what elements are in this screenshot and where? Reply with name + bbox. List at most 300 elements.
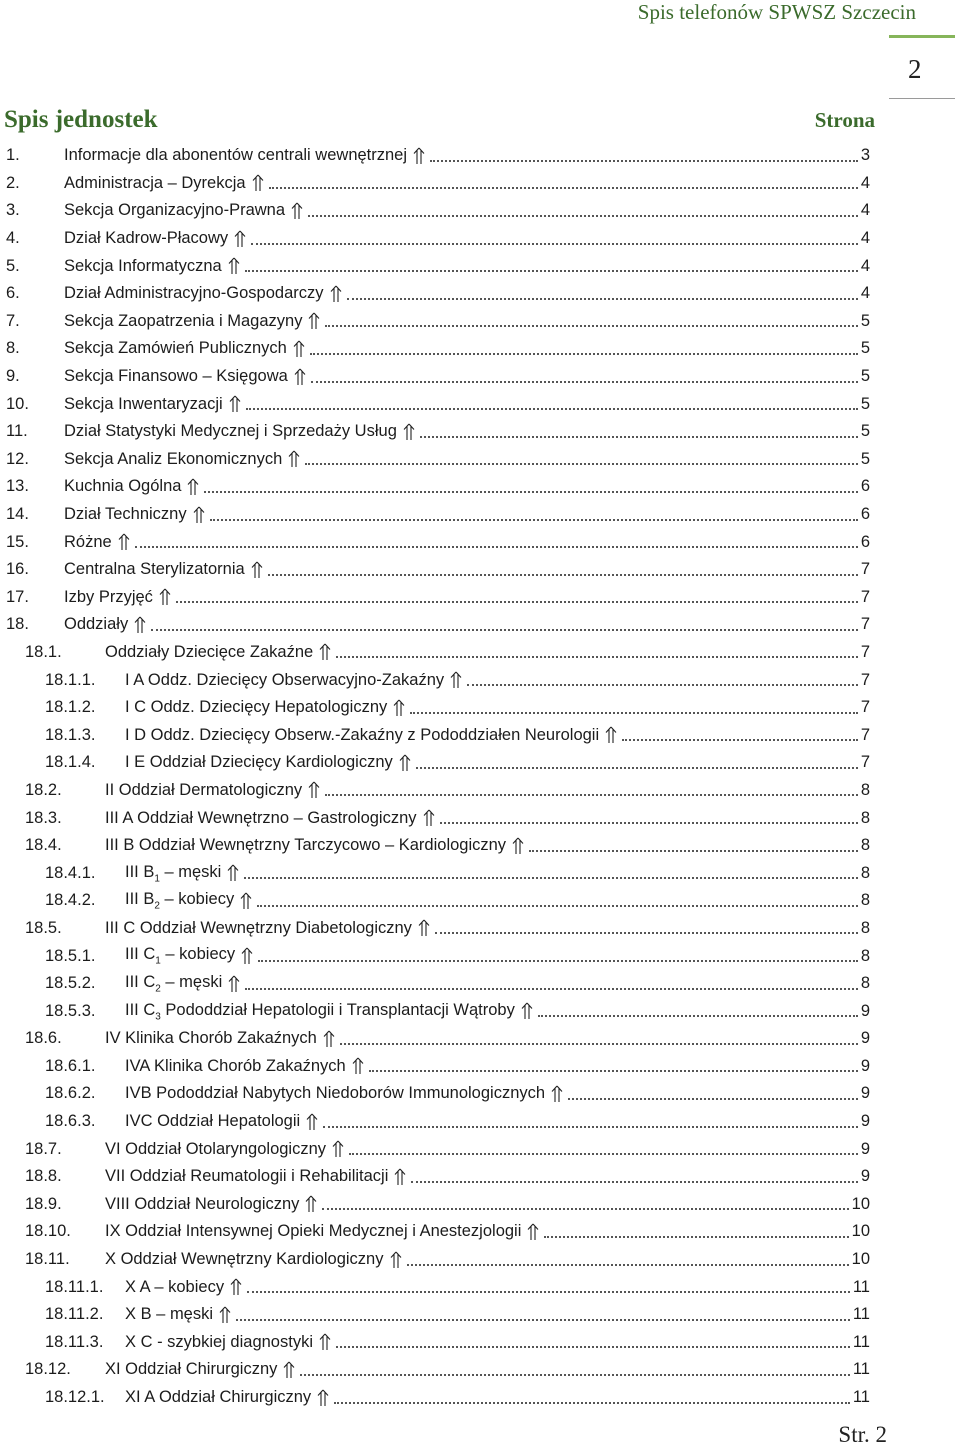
toc-dot-leader	[325, 794, 858, 796]
toc-entry-number: 18.9.	[25, 1194, 62, 1213]
header-divider	[889, 35, 955, 38]
up-arrow-icon[interactable]	[394, 1168, 406, 1186]
toc-entry-label-prefix: III C	[125, 1000, 156, 1019]
up-arrow-icon[interactable]	[305, 1195, 317, 1213]
toc-entry[interactable]	[0, 1163, 870, 1191]
toc-entry-number: 18.4.2.	[45, 891, 96, 910]
toc-dot-leader	[210, 519, 858, 521]
up-arrow-icon[interactable]	[332, 1140, 344, 1158]
toc-entry[interactable]	[0, 970, 870, 998]
toc-entry-page: 9	[860, 1029, 870, 1048]
up-arrow-icon[interactable]	[291, 202, 303, 220]
toc-entry-label: X A – kobiecy	[125, 1277, 225, 1296]
toc-dot-leader	[416, 767, 858, 769]
up-arrow-icon[interactable]	[423, 809, 435, 827]
toc-entry-label: I C Oddz. Dziecięcy Hepatologiczny	[125, 698, 388, 717]
toc-entry[interactable]	[0, 1053, 870, 1081]
toc-entry-label: IX Oddział Intensywnej Opieki Medycznej i Anestezjologii	[105, 1222, 522, 1241]
toc-entry-label: Centralna Sterylizatornia	[64, 560, 245, 579]
toc-entry[interactable]	[0, 1108, 870, 1136]
toc-entry-label: VIII Oddział Neurologiczny	[105, 1194, 300, 1213]
toc-entry[interactable]	[0, 666, 870, 694]
toc-entry-number: 18.6.	[25, 1029, 62, 1048]
toc-dot-leader	[257, 905, 858, 907]
up-arrow-icon[interactable]	[551, 1085, 563, 1103]
toc-entry-number: 18.11.3.	[45, 1332, 104, 1351]
toc-entry-number: 18.4.	[25, 836, 62, 855]
toc-entry[interactable]	[0, 390, 870, 418]
toc-entry-page: 5	[860, 394, 870, 413]
toc-dot-leader	[300, 1374, 849, 1376]
toc-entry-number: 4.	[6, 229, 20, 248]
toc-entry[interactable]	[0, 308, 870, 336]
toc-entry-page: 7	[860, 753, 870, 772]
up-arrow-icon[interactable]	[323, 1030, 335, 1048]
toc-entry[interactable]	[0, 694, 870, 722]
up-arrow-icon[interactable]	[390, 1251, 402, 1269]
toc-entry-number: 18.	[6, 615, 29, 634]
toc-entry[interactable]	[0, 611, 870, 639]
up-arrow-icon[interactable]	[241, 947, 253, 965]
up-arrow-icon[interactable]	[288, 450, 300, 468]
up-arrow-icon[interactable]	[294, 368, 306, 386]
toc-entry[interactable]	[0, 197, 870, 225]
toc-entry-number: 12.	[6, 449, 29, 468]
toc-entry-label	[125, 1001, 515, 1022]
up-arrow-icon[interactable]	[393, 699, 405, 717]
toc-entry-number: 1.	[6, 146, 20, 165]
toc-dot-leader	[544, 1236, 848, 1238]
toc-entry-label-prefix: III B	[125, 862, 155, 881]
toc-entry[interactable]	[0, 749, 870, 777]
toc-entry[interactable]	[0, 1329, 870, 1357]
toc-dot-leader	[410, 712, 858, 714]
up-arrow-icon[interactable]	[293, 340, 305, 358]
toc-dot-leader	[310, 353, 858, 355]
toc-entry-page: 5	[860, 339, 870, 358]
up-arrow-icon[interactable]	[227, 864, 239, 882]
toc-entry-label: II Oddział Dermatologiczny	[105, 780, 303, 799]
toc-entry-label: XI Oddział Chirurgiczny	[105, 1360, 278, 1379]
toc-entry-number: 18.1.	[25, 642, 62, 661]
toc-dot-leader	[568, 1098, 858, 1100]
toc-entry-page: 10	[851, 1222, 870, 1241]
toc-entry[interactable]	[0, 225, 870, 253]
toc-dot-leader	[246, 408, 858, 410]
toc-entry-number: 2.	[6, 173, 20, 192]
toc-entry-number: 18.11.1.	[45, 1277, 104, 1296]
toc-entry[interactable]	[0, 1301, 870, 1329]
toc-dot-leader	[467, 684, 858, 686]
toc-entry-label-prefix: III B	[125, 890, 155, 909]
toc-dot-leader	[244, 877, 857, 879]
toc-entry[interactable]	[0, 446, 870, 474]
toc-dot-leader	[340, 1043, 858, 1045]
toc-entry[interactable]	[0, 1191, 870, 1219]
toc-entry-label: Dział Administracyjno-Gospodarczy	[64, 284, 324, 303]
toc-entry-number: 18.5.3.	[45, 1001, 96, 1020]
toc-entry[interactable]	[0, 528, 870, 556]
toc-entry[interactable]	[0, 887, 870, 915]
toc-entry-label: Informacje dla abonentów centrali wewnętrznej	[64, 146, 408, 165]
toc-dot-leader	[369, 1070, 858, 1072]
up-arrow-icon[interactable]	[527, 1223, 539, 1241]
toc-entry-label: Sekcja Inwentaryzacji	[64, 394, 223, 413]
toc-heading-row	[4, 106, 875, 134]
toc-entry-number: 7.	[6, 311, 20, 330]
toc-entry-label: X B – męski	[125, 1305, 214, 1324]
up-arrow-icon[interactable]	[118, 533, 130, 551]
toc-entry-page: 5	[860, 449, 870, 468]
toc-entry-page: 4	[860, 173, 870, 192]
toc-entry-label: Dział Statystyki Medycznej i Sprzedaży Usług	[64, 422, 397, 441]
toc-entry-number: 18.7.	[25, 1139, 62, 1158]
toc-dot-leader	[435, 932, 858, 934]
toc-entry[interactable]	[0, 915, 870, 943]
up-arrow-icon[interactable]	[319, 1333, 331, 1351]
toc-entry-label: Sekcja Analiz Ekonomicznych	[64, 449, 283, 468]
toc-entry-number: 9.	[6, 367, 20, 386]
toc-entry[interactable]	[0, 252, 870, 280]
up-arrow-icon[interactable]	[228, 975, 240, 993]
up-arrow-icon[interactable]	[229, 395, 241, 413]
toc-entry-page: 9	[860, 1139, 870, 1158]
toc-entry-label-subscript: 3	[155, 1010, 161, 1022]
toc-entry[interactable]	[0, 142, 870, 170]
toc-entry-label: Izby Przyjęć	[64, 587, 153, 606]
toc-dot-leader	[336, 656, 858, 658]
toc-entry-label	[125, 890, 234, 911]
toc-entry-page: 8	[860, 836, 870, 855]
toc-entry-page: 8	[860, 863, 870, 882]
toc-entry-page: 8	[860, 918, 870, 937]
toc-entry-number: 18.1.3.	[45, 725, 96, 744]
toc-entry-number: 18.1.1.	[45, 670, 96, 689]
toc-entry-page: 9	[860, 1001, 870, 1020]
toc-entry-page: 7	[860, 615, 870, 634]
toc-entry[interactable]	[0, 584, 870, 612]
toc-dot-leader	[336, 1346, 850, 1348]
toc-entry[interactable]	[0, 997, 870, 1025]
toc-entry[interactable]	[0, 1246, 870, 1274]
toc-entry-page: 6	[860, 532, 870, 551]
toc-dot-leader	[236, 1319, 850, 1321]
toc-dot-leader	[323, 1126, 858, 1128]
toc-entry-label: Administracja – Dyrekcja	[64, 173, 246, 192]
header-page-number: 2	[908, 54, 922, 84]
table-of-contents	[0, 142, 870, 1411]
toc-dot-leader	[311, 381, 858, 383]
toc-dot-leader	[538, 1015, 858, 1017]
toc-entry-number: 18.5.2.	[45, 974, 96, 993]
toc-entry[interactable]	[0, 1218, 870, 1246]
up-arrow-icon[interactable]	[308, 781, 320, 799]
toc-dot-leader	[135, 546, 858, 548]
toc-dot-leader	[529, 850, 858, 852]
toc-dot-leader	[268, 574, 858, 576]
toc-entry-label-suffix: – męski	[159, 862, 222, 881]
toc-entry-page: 9	[860, 1112, 870, 1131]
toc-entry[interactable]	[0, 335, 870, 363]
toc-dot-leader	[308, 215, 858, 217]
toc-entry[interactable]	[0, 363, 870, 391]
toc-entry[interactable]	[0, 639, 870, 667]
up-arrow-icon[interactable]	[159, 588, 171, 606]
toc-entry-number: 17.	[6, 587, 29, 606]
toc-dot-leader	[622, 739, 858, 741]
toc-entry-label: III A Oddział Wewnętrzno – Gastrologiczny	[105, 808, 417, 827]
toc-dot-leader	[245, 988, 858, 990]
toc-entry-number: 18.8.	[25, 1167, 62, 1186]
toc-entry-label: I A Oddz. Dziecięcy Obserwacyjno-Zakaźny	[125, 670, 445, 689]
toc-entry-number: 18.12.1.	[45, 1388, 105, 1407]
up-arrow-icon[interactable]	[230, 1278, 242, 1296]
up-arrow-icon[interactable]	[450, 671, 462, 689]
toc-entry-page: 7	[860, 587, 870, 606]
toc-entry-number: 18.6.2.	[45, 1084, 96, 1103]
toc-entry-number: 18.6.3.	[45, 1112, 96, 1131]
up-arrow-icon[interactable]	[352, 1057, 364, 1075]
toc-entry-label-prefix: III C	[125, 945, 156, 964]
up-arrow-icon[interactable]	[512, 837, 524, 855]
up-arrow-icon[interactable]	[193, 506, 205, 524]
toc-entry-page: 11	[852, 1305, 870, 1324]
up-arrow-icon[interactable]	[413, 147, 425, 165]
toc-entry-label-subscript: 1	[155, 955, 161, 967]
toc-entry-label: Sekcja Informatyczna	[64, 256, 222, 275]
toc-entry-page: 8	[860, 891, 870, 910]
toc-entry-label: Dział Kadrow-Płacowy	[64, 229, 229, 248]
toc-entry-label-suffix: Pododdział Hepatologii i Transplantacji Wątroby	[160, 1000, 515, 1019]
toc-entry-number: 18.2.	[25, 780, 62, 799]
toc-entry-page: 11	[852, 1360, 870, 1379]
toc-entry-page: 9	[860, 1084, 870, 1103]
toc-dot-leader	[347, 298, 858, 300]
toc-entry[interactable]	[0, 942, 870, 970]
toc-entry[interactable]	[0, 1356, 870, 1384]
up-arrow-icon[interactable]	[605, 726, 617, 744]
toc-entry-page: 5	[860, 367, 870, 386]
toc-dot-leader	[440, 822, 858, 824]
document-header-title: Spis telefonów SPWSZ Szczecin	[637, 0, 916, 24]
toc-entry-label-suffix: – męski	[160, 972, 223, 991]
toc-entry-page: 5	[860, 311, 870, 330]
page-number-divider	[889, 98, 955, 99]
toc-entry-label-suffix: – kobiecy	[159, 890, 235, 909]
up-arrow-icon[interactable]	[219, 1306, 231, 1324]
up-arrow-icon[interactable]	[403, 423, 415, 441]
toc-entry-number: 18.6.1.	[45, 1056, 96, 1075]
toc-entry-page: 5	[860, 422, 870, 441]
toc-entry-label: Sekcja Zamówień Publicznych	[64, 339, 287, 358]
toc-entry-page: 7	[860, 670, 870, 689]
toc-entry-label: I D Oddz. Dziecięcy Obserw.-Zakaźny z Pododdziałen Neurologii	[125, 725, 600, 744]
toc-entry-number: 13.	[6, 477, 29, 496]
toc-dot-leader	[411, 1181, 857, 1183]
toc-entry-label: IVC Oddział Hepatologii	[125, 1112, 301, 1131]
toc-dot-leader	[305, 463, 858, 465]
toc-dot-leader	[334, 1402, 850, 1404]
toc-entry[interactable]	[0, 280, 870, 308]
toc-entry-label: X C - szybkiej diagnostyki	[125, 1332, 313, 1351]
toc-entry[interactable]	[0, 1384, 870, 1412]
toc-entry-number: 18.1.4.	[45, 753, 96, 772]
toc-entry-label: Dział Techniczny	[64, 505, 187, 524]
toc-entry-label: Sekcja Zaopatrzenia i Magazyny	[64, 311, 303, 330]
toc-dot-leader	[245, 270, 858, 272]
toc-entry-number: 16.	[6, 560, 29, 579]
toc-entry-page: 8	[860, 946, 870, 965]
toc-dot-leader	[258, 960, 858, 962]
toc-entry[interactable]	[0, 418, 870, 446]
up-arrow-icon[interactable]	[240, 892, 252, 910]
toc-entry[interactable]	[0, 832, 870, 860]
toc-entry-label: XI A Oddział Chirurgiczny	[125, 1388, 312, 1407]
toc-entry[interactable]	[0, 473, 870, 501]
toc-entry-label: Różne	[64, 532, 112, 551]
toc-page-heading: Strona	[814, 108, 875, 132]
toc-entry-label: IV Klinika Chorób Zakaźnych	[105, 1029, 317, 1048]
toc-entry-label	[125, 945, 235, 966]
toc-entry-label-suffix: – kobiecy	[160, 945, 236, 964]
page-footer: Str. 2	[838, 1422, 887, 1447]
up-arrow-icon[interactable]	[399, 754, 411, 772]
up-arrow-icon[interactable]	[319, 643, 331, 661]
toc-entry-number: 18.12.	[25, 1360, 71, 1379]
toc-entry[interactable]	[0, 501, 870, 529]
toc-heading: Spis jednostek	[4, 106, 158, 133]
toc-dot-leader	[420, 436, 858, 438]
toc-dot-leader	[407, 1264, 849, 1266]
toc-dot-leader	[430, 160, 858, 162]
toc-entry-label: IVA Klinika Chorób Zakaźnych	[125, 1056, 346, 1075]
toc-entry-page: 7	[860, 560, 870, 579]
toc-entry-number: 10.	[6, 394, 29, 413]
toc-entry-page: 11	[852, 1388, 870, 1407]
toc-entry-label: I E Oddział Dziecięcy Kardiologiczny	[125, 753, 393, 772]
toc-entry-label: Sekcja Organizacyjno-Prawna	[64, 201, 286, 220]
toc-entry-page: 8	[860, 780, 870, 799]
toc-entry[interactable]	[0, 1273, 870, 1301]
toc-entry-label-subscript: 2	[154, 900, 160, 912]
toc-entry-label: III C Oddział Wewnętrzny Diabetologiczny	[105, 918, 412, 937]
toc-entry-label: VI Oddział Otolaryngologiczny	[105, 1139, 327, 1158]
toc-entry-label	[125, 973, 222, 994]
up-arrow-icon[interactable]	[283, 1361, 295, 1379]
toc-entry-page: 11	[852, 1332, 870, 1351]
toc-entry-page: 4	[860, 201, 870, 220]
up-arrow-icon[interactable]	[418, 919, 430, 937]
toc-entry[interactable]	[0, 777, 870, 805]
toc-dot-leader	[176, 601, 858, 603]
up-arrow-icon[interactable]	[308, 312, 320, 330]
toc-dot-leader	[247, 1291, 850, 1293]
toc-entry-label-subscript: 1	[154, 872, 160, 884]
toc-entry-page: 8	[860, 808, 870, 827]
toc-entry-page: 8	[860, 974, 870, 993]
toc-dot-leader	[322, 1208, 848, 1210]
toc-entry-label: IVB Pododdział Nabytych Niedoborów Immunologicznych	[125, 1084, 546, 1103]
toc-entry-number: 3.	[6, 201, 20, 220]
up-arrow-icon[interactable]	[317, 1389, 329, 1407]
toc-entry-number: 18.11.	[25, 1250, 70, 1269]
toc-entry-label-prefix: III C	[125, 972, 156, 991]
toc-entry-number: 6.	[6, 284, 20, 303]
up-arrow-icon[interactable]	[252, 174, 264, 192]
toc-entry-page: 4	[860, 284, 870, 303]
toc-entry[interactable]	[0, 170, 870, 198]
toc-dot-leader	[349, 1153, 858, 1155]
toc-entry-number: 11.	[6, 422, 28, 441]
toc-entry-number: 18.5.1.	[45, 946, 96, 965]
toc-entry-page: 6	[860, 505, 870, 524]
toc-entry-label: Oddziały Dziecięce Zakaźne	[105, 642, 314, 661]
toc-entry-page: 11	[852, 1277, 870, 1296]
toc-dot-leader	[204, 491, 857, 493]
toc-entry-number: 18.4.1.	[45, 863, 96, 882]
up-arrow-icon[interactable]	[521, 1002, 533, 1020]
toc-entry-page: 6	[860, 477, 870, 496]
toc-entry[interactable]	[0, 556, 870, 584]
toc-dot-leader	[325, 325, 857, 327]
toc-entry-label: VII Oddział Reumatologii i Rehabilitacji	[105, 1167, 389, 1186]
up-arrow-icon[interactable]	[251, 561, 263, 579]
toc-entry[interactable]	[0, 1025, 870, 1053]
toc-entry-page: 4	[860, 256, 870, 275]
toc-entry[interactable]	[0, 804, 870, 832]
toc-entry-number: 15.	[6, 532, 29, 551]
up-arrow-icon[interactable]	[234, 230, 246, 248]
toc-entry-number: 8.	[6, 339, 20, 358]
toc-entry-page: 7	[860, 698, 870, 717]
toc-entry-number: 18.5.	[25, 918, 62, 937]
toc-entry[interactable]	[0, 721, 870, 749]
toc-dot-leader	[151, 629, 858, 631]
toc-entry-number: 14.	[6, 505, 29, 524]
toc-entry-page: 7	[860, 642, 870, 661]
up-arrow-icon[interactable]	[306, 1113, 318, 1131]
toc-entry-page: 10	[851, 1194, 870, 1213]
up-arrow-icon[interactable]	[330, 285, 342, 303]
up-arrow-icon[interactable]	[187, 478, 199, 496]
toc-entry[interactable]	[0, 859, 870, 887]
toc-entry[interactable]	[0, 1080, 870, 1108]
toc-entry-page: 3	[860, 146, 870, 165]
toc-entry[interactable]	[0, 1135, 870, 1163]
toc-entry-label: Kuchnia Ogólna	[64, 477, 182, 496]
toc-dot-leader	[251, 243, 858, 245]
toc-entry-label: X Oddział Wewnętrzny Kardiologiczny	[105, 1250, 384, 1269]
toc-entry-label	[125, 863, 221, 884]
toc-entry-page: 9	[860, 1056, 870, 1075]
toc-entry-number: 18.1.2.	[45, 698, 96, 717]
up-arrow-icon[interactable]	[134, 616, 146, 634]
toc-entry-label: III B Oddział Wewnętrzny Tarczycowo – Kardiologiczny	[105, 836, 507, 855]
toc-entry-page: 9	[860, 1167, 870, 1186]
toc-entry-page: 10	[851, 1250, 870, 1269]
toc-entry-number: 18.11.2.	[45, 1305, 104, 1324]
toc-entry-page: 7	[860, 725, 870, 744]
toc-entry-number: 5.	[6, 256, 20, 275]
toc-entry-label: Sekcja Finansowo – Księgowa	[64, 367, 288, 386]
toc-entry-label-subscript: 2	[155, 983, 161, 995]
toc-entry-number: 18.10.	[25, 1222, 71, 1241]
toc-entry-label: Oddziały	[64, 615, 129, 634]
up-arrow-icon[interactable]	[228, 257, 240, 275]
toc-entry-number: 18.3.	[25, 808, 62, 827]
toc-entry-page: 4	[860, 229, 870, 248]
toc-dot-leader	[269, 187, 858, 189]
